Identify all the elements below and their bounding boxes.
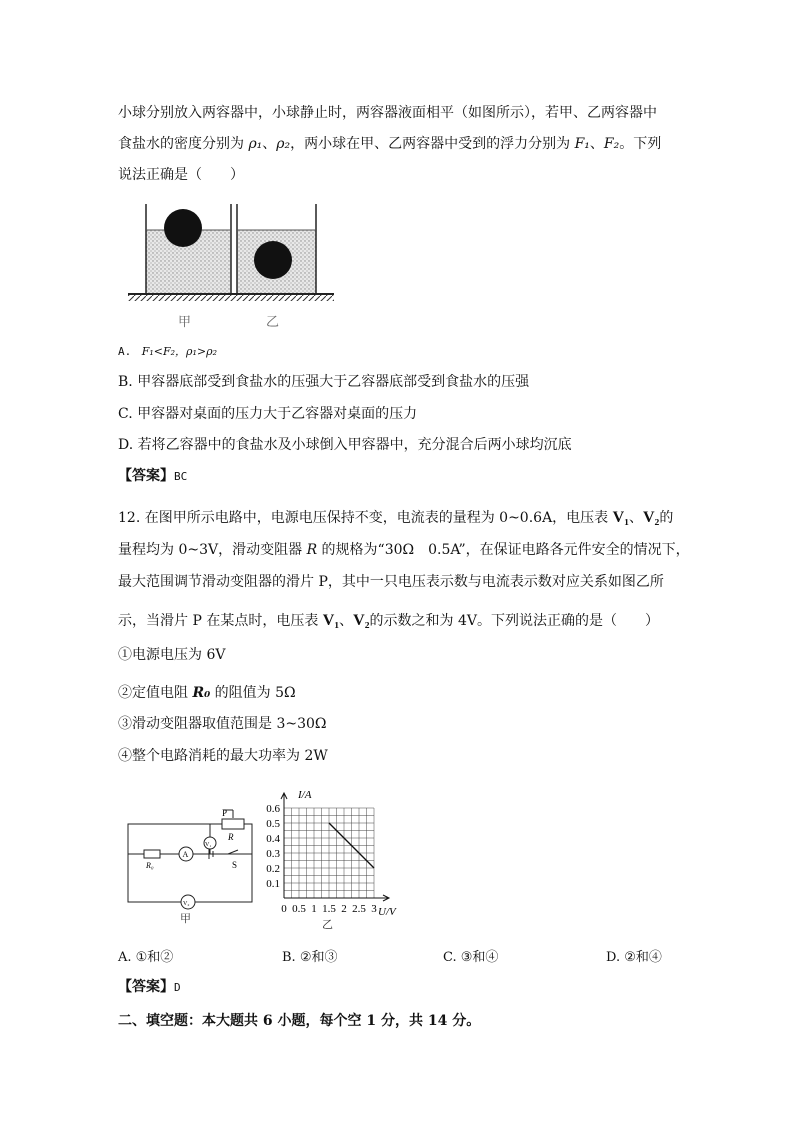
ball-right — [254, 241, 292, 279]
x-tick-label: 0.5 — [292, 903, 306, 915]
graph-grid — [284, 808, 374, 898]
q11-line-1: 小球分别放入两容器中，小球静止时，两容器液面相平（如图所示），若甲、乙两容器中 — [118, 105, 657, 121]
graph-axes — [281, 793, 389, 901]
q11-line-3: 说法正确是（ ） — [118, 167, 244, 183]
q12-line-2: 量程均为 0~3V，滑动变阻器 R 的规格为“30Ω 0.5A”，在保证电路各元件安全的情况下， — [118, 542, 690, 558]
graph-caption: 乙 — [322, 919, 333, 931]
q12-option-d: D. ②和④ — [606, 950, 662, 965]
containers-figure — [128, 200, 338, 330]
circuit-label-v2: V₂ — [183, 901, 190, 907]
x-tick-label: 1.5 — [322, 903, 336, 915]
y-tick-label: 0.4 — [266, 833, 280, 845]
q12-statement-2: ②定值电阻 R₀ 的阻值为 5Ω — [118, 685, 296, 701]
q11-line-2: 食盐水的密度分别为 ρ₁、ρ₂，两小球在甲、乙两容器中受到的浮力分别为 F₁、F₂。下列 — [118, 136, 662, 152]
q12-line-1: 12. 在图甲所示电路中，电源电压保持不变，电流表的量程为 0~0.6A，电压表 V₁、V₂的 — [118, 509, 674, 526]
graph-ylabel: I/A — [298, 789, 312, 801]
circuit-label-s: S — [232, 860, 238, 870]
section-2-heading: 二、填空题：本大题共 6 小题，每个空 1 分，共 14 分。 — [118, 1013, 481, 1029]
y-tick-label: 0.1 — [266, 878, 280, 890]
q12-statement-1: ①电源电压为 6V — [118, 647, 226, 663]
iu-graph — [262, 786, 412, 932]
x-tick-label: 1 — [311, 903, 317, 915]
label-yi: 乙 — [266, 314, 280, 329]
q12-option-a: A. ①和② — [118, 950, 174, 965]
q11-answer: 【答案】BC — [118, 468, 188, 484]
x-tick-label: 3 — [371, 903, 377, 915]
label-jia: 甲 — [178, 314, 192, 329]
circuit-label-v1: V₁ — [205, 842, 212, 848]
circuit-label-a: A — [182, 850, 189, 859]
ball-left — [164, 209, 202, 247]
q11-option-a: A. F₁<F₂，ρ₁>ρ₂ — [118, 345, 218, 358]
graph-xlabel: U/V — [378, 906, 396, 918]
q12-answer: 【答案】D — [118, 979, 181, 995]
q12-statement-4: ④整个电路消耗的最大功率为 2W — [118, 748, 328, 764]
q12-line-3: 最大范围调节滑动变阻器的滑片 P，其中一只电压表示数与电流表示数对应关系如图乙所 — [118, 574, 664, 590]
q12-statement-3: ③滑动变阻器取值范围是 3~30Ω — [118, 716, 327, 732]
q12-line-4: 示，当滑片 P 在某点时，电压表 V₁、V₂的示数之和为 4V。下列说法正确的是（ ） — [118, 612, 659, 629]
x-tick-label: 2.5 — [352, 903, 366, 915]
q12-option-c: C. ③和④ — [443, 950, 499, 965]
x-tick-label: 0 — [281, 903, 287, 915]
y-tick-label: 0.5 — [266, 818, 280, 830]
circuit-label-p: P — [222, 808, 228, 818]
x-tick-label: 2 — [341, 903, 347, 915]
circuit-label-r0: R₀ — [146, 861, 154, 870]
circuit-label-r: R — [228, 832, 234, 842]
y-tick-label: 0.3 — [266, 848, 280, 860]
circuit-diagram — [124, 806, 264, 924]
q11-option-c: C. 甲容器对桌面的压力大于乙容器对桌面的压力 — [118, 406, 418, 422]
q12-option-b: B. ②和③ — [282, 950, 338, 965]
q11-option-d: D. 若将乙容器中的食盐水及小球倒入甲容器中，充分混合后两小球均沉底 — [118, 437, 572, 453]
y-tick-label: 0.6 — [266, 803, 280, 815]
circuit-caption: 甲 — [180, 913, 191, 924]
y-tick-label: 0.2 — [266, 863, 280, 875]
q11-option-b: B. 甲容器底部受到食盐水的压强大于乙容器底部受到食盐水的压强 — [118, 374, 530, 390]
